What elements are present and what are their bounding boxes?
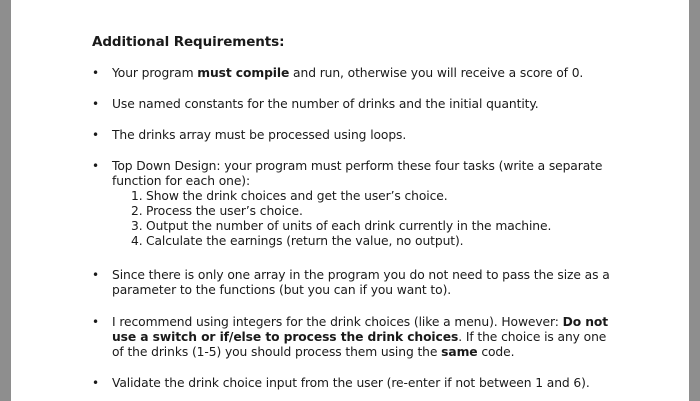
bullet-icon: • [92,66,99,80]
requirement-text-line-2: use a switch or if/else to process the drink choices. If the choice is any one [112,330,607,344]
bullet-icon: • [92,376,99,390]
sub-item: 2. Process the user’s choice. [131,204,303,218]
bullet-icon: • [92,159,99,173]
sub-item: 1. Show the drink choices and get the user’s choice. [131,189,448,203]
requirement-text: The drinks array must be processed using loops. [112,128,407,142]
section-heading: Additional Requirements: [92,34,285,50]
requirement-text-line-2: function for each one): [112,174,251,188]
requirement-text-line-1: I recommend using integers for the drink choices (like a menu). However: Do not [112,315,609,329]
sub-item: 4. Calculate the earnings (return the value, no output). [131,234,464,248]
sub-item: 3. Output the number of units of each drink currently in the machine. [131,219,552,233]
bullet-icon: • [92,97,99,111]
right-margin-bar [689,0,700,401]
requirement-text: Validate the drink choice input from the user (re-enter if not between 1 and 6). [112,376,590,390]
left-margin-bar [0,0,11,401]
requirement-text-line-3: of the drinks (1-5) you should process them using the same code. [112,345,515,359]
requirement-text-line-1: Since there is only one array in the program you do not need to pass the size as a [112,268,610,282]
requirement-text-line-1: Top Down Design: your program must perform these four tasks (write a separate [112,159,603,173]
bullet-icon: • [92,128,99,142]
document-page [11,0,689,401]
bullet-icon: • [92,315,99,329]
bullet-icon: • [92,268,99,282]
requirement-text: Use named constants for the number of drinks and the initial quantity. [112,97,539,111]
requirement-text-line-2: parameter to the functions (but you can if you want to). [112,283,452,297]
requirement-text: Your program must compile and run, otherwise you will receive a score of 0. [112,66,584,80]
